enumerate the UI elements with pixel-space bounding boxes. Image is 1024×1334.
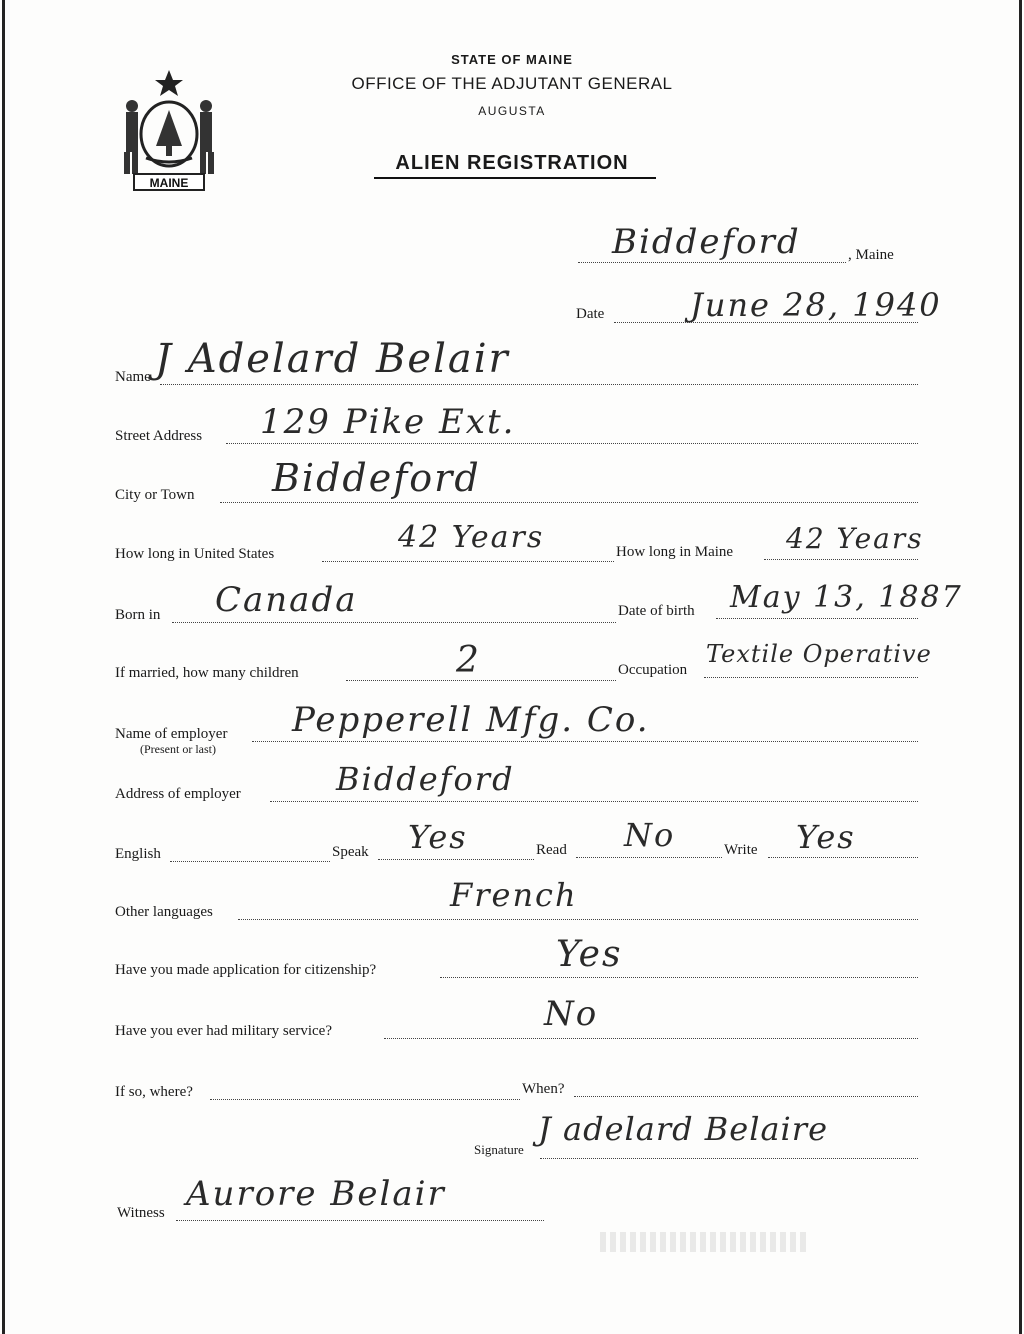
read-line bbox=[576, 857, 722, 858]
occupation-entry: Textile Operative bbox=[706, 640, 932, 668]
street-entry: 129 Pike Ext. bbox=[260, 402, 516, 442]
seal-text: MAINE bbox=[149, 176, 189, 190]
children-label: If married, how many children bbox=[115, 665, 299, 681]
born-line bbox=[172, 622, 616, 623]
dob-line bbox=[716, 618, 918, 619]
state-heading: STATE OF MAINE bbox=[451, 52, 573, 67]
street-line bbox=[226, 443, 918, 444]
other-languages-line bbox=[238, 919, 918, 920]
military-label: Have you ever had military service? bbox=[115, 1023, 332, 1039]
citizenship-entry: Yes bbox=[556, 934, 623, 975]
signature-label: Signature bbox=[474, 1142, 524, 1157]
speak-label: Speak bbox=[332, 844, 369, 860]
military-line bbox=[384, 1038, 918, 1039]
read-entry: No bbox=[624, 816, 676, 854]
born-entry: Canada bbox=[215, 580, 358, 620]
form-title: ALIEN REGISTRATION bbox=[395, 152, 629, 174]
when-label: When? bbox=[522, 1081, 565, 1097]
office-heading: OFFICE OF THE ADJUTANT GENERAL bbox=[351, 74, 673, 93]
employer-line bbox=[252, 741, 918, 742]
children-line bbox=[346, 680, 616, 681]
military-entry: No bbox=[544, 994, 599, 1034]
name-entry: J Adelard Belair bbox=[155, 336, 510, 382]
occupation-label: Occupation bbox=[618, 662, 688, 678]
place-suffix-label: , Maine bbox=[848, 247, 894, 263]
name-label: Name bbox=[115, 369, 151, 385]
read-label: Read bbox=[536, 842, 567, 858]
city-label: City or Town bbox=[115, 487, 195, 503]
witness-entry: Aurore Belair bbox=[186, 1174, 446, 1214]
title-underline bbox=[374, 177, 656, 179]
english-label: English bbox=[115, 846, 161, 862]
citizenship-label: Have you made application for citizenship? bbox=[115, 962, 377, 978]
place-entry: Biddeford bbox=[612, 222, 801, 262]
us-line bbox=[322, 561, 614, 562]
other-languages-label: Other languages bbox=[115, 904, 213, 920]
scan-edge-right bbox=[1019, 0, 1022, 1334]
faded-stamp bbox=[600, 1232, 810, 1252]
write-line bbox=[768, 857, 918, 858]
city-entry: Biddeford bbox=[272, 456, 481, 500]
where-line bbox=[210, 1099, 520, 1100]
maine-label: How long in Maine bbox=[616, 544, 734, 560]
city-heading: AUGUSTA bbox=[478, 104, 546, 118]
english-line bbox=[170, 861, 330, 862]
city-line bbox=[220, 502, 918, 503]
children-entry: 2 bbox=[456, 640, 481, 681]
employer-note: (Present or last) bbox=[140, 742, 216, 756]
date-entry: June 28, 1940 bbox=[690, 286, 942, 324]
employer-label: Name of employer bbox=[115, 726, 228, 742]
date-label: Date bbox=[576, 306, 605, 322]
write-label: Write bbox=[724, 842, 758, 858]
dob-entry: May 13, 1887 bbox=[730, 580, 963, 615]
born-label: Born in bbox=[115, 607, 161, 623]
scan-edge-left bbox=[2, 0, 5, 1334]
citizenship-line bbox=[440, 977, 918, 978]
speak-entry: Yes bbox=[408, 818, 468, 856]
street-label: Street Address bbox=[115, 428, 203, 444]
speak-line bbox=[378, 859, 534, 860]
place-line bbox=[578, 262, 846, 263]
witness-label: Witness bbox=[117, 1205, 165, 1221]
name-line bbox=[160, 384, 918, 385]
witness-line bbox=[176, 1220, 544, 1221]
maine-line bbox=[764, 559, 918, 560]
when-line bbox=[574, 1096, 918, 1097]
maine-entry: 42 Years bbox=[786, 522, 924, 555]
employer-address-line bbox=[270, 801, 918, 802]
occupation-line bbox=[704, 677, 918, 678]
us-entry: 42 Years bbox=[398, 520, 545, 555]
signature-line bbox=[540, 1158, 918, 1159]
dob-label: Date of birth bbox=[618, 603, 695, 619]
employer-address-label: Address of employer bbox=[115, 786, 241, 802]
signature-entry: J adelard Belaire bbox=[538, 1110, 828, 1148]
us-label: How long in United States bbox=[115, 546, 275, 562]
employer-address-entry: Biddeford bbox=[336, 760, 515, 798]
employer-entry: Pepperell Mfg. Co. bbox=[292, 700, 650, 740]
other-languages-entry: French bbox=[450, 876, 578, 914]
where-label: If so, where? bbox=[115, 1084, 193, 1100]
write-entry: Yes bbox=[796, 818, 856, 856]
